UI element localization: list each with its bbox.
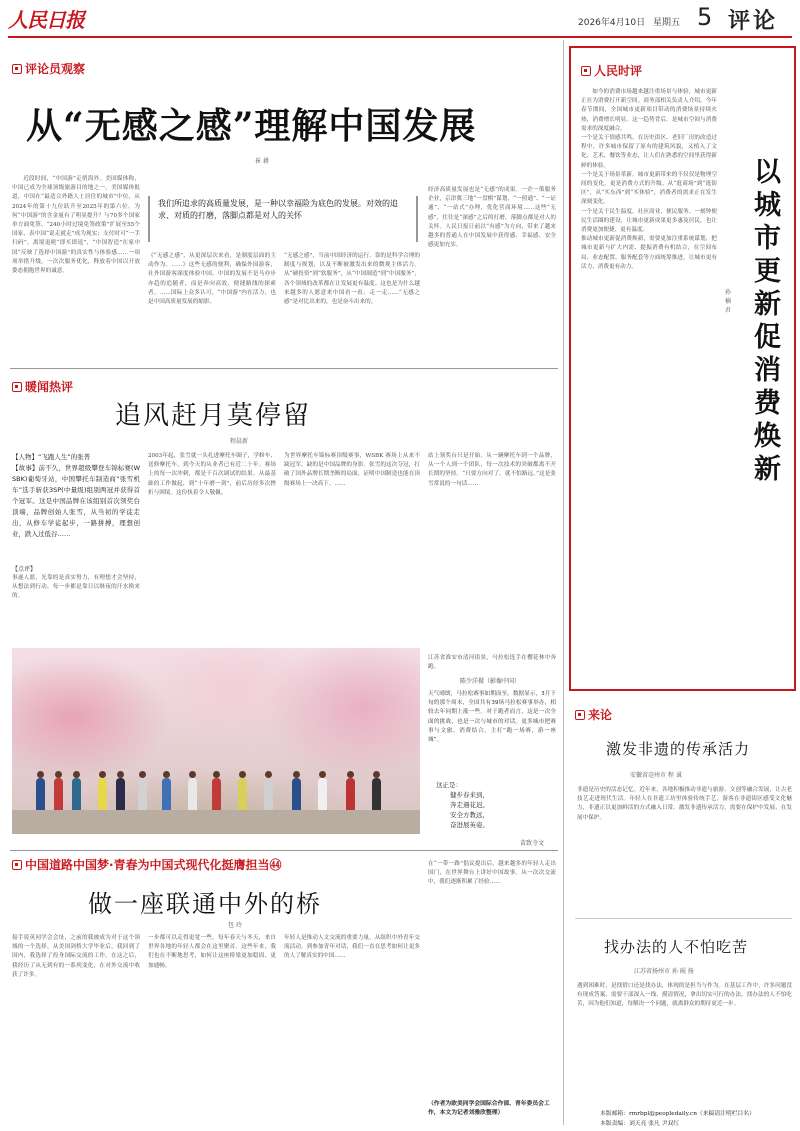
runner-figure [212,778,221,812]
poem-line: 奔走遇花迟。 [450,801,489,809]
runner-figure [292,778,301,812]
runner-figure [238,778,247,812]
section-mark-icon [12,860,22,870]
issue-weekday: 星期五 [653,18,681,28]
observer-headline: 从“无感之感”理解中国发展 [26,105,477,147]
road-headline: 做一座联通中外的桥 [88,890,322,918]
poem-line: 健步春来到， [450,791,489,799]
observer-author: 崔 耕 [255,158,269,165]
people-headline [754,156,790,486]
road-footnote: （作者为欧美同学会国际合作部、青年委员会工作，本文为记者刘雅欣整理） [428,1101,550,1116]
section-tag-people: 人民时评 [581,62,642,79]
laibei-body-2: 遇到困难时，是找借口还是找办法，体现的是担当与作为。在基层工作中，许多问题没有现成答案，需要干部深入一线、摸清情况，拿出切实可行的办法。找办法的人不怕吃苦，因为他们知道，每解决一个问题，就离群众的期待更近一步。 [577,983,792,1008]
section-tag-road: 中国道路中国梦·青春为中国式现代化挺膺担当㊹ [12,856,282,873]
hot-column-2: 2003年起，张雪就一头扎进摩托车圈子，学修车、送修摩托车，到今天的从业者已有近二十年。赛场上的每一次冲刺，都是千百次调试的结果。从最基础的工作做起，到“十年磨一剑”，前后历经多次挫折与困境。这份执着令人敬佩。 [148,453,276,496]
section-tag-hot: 暖闻热评 [12,378,73,395]
closing-poem [436,780,556,830]
section-tag-laibei: 来论 [575,706,612,723]
divider-hot [10,850,558,851]
runner-figure [372,778,381,812]
laibei-body-1: 非遗是历史的活态记忆。近年来，各地积极推动非遗与旅游、文创等融合发展，让古老技艺走进现代生活。年轻人在非遗工坊里体验传统手艺，游客在非遗街区感受文化魅力，非遗正以更加鲜活的方式融入日常。激发非遗传承活力，需要在保护中发展、在发展中保护。 [577,787,792,821]
laibei-author-2: 江苏省扬州市 孙 砚 扬 [634,968,694,975]
hot-headline: 追风赶月莫停留 [115,401,312,431]
photo-credit: 陈少洋摄（影像中国） [460,678,521,685]
observer-column-3: “无感之感”，当前中国经济的运行，靠的是科学合理的制度与规划，以及不断被激发出来的微观主体活力。从“硬投资”到“软服务”，从“中国制造”到“中国服务”，各个领域的改革都在让发展更有温度。这也是为什么越来越多的人愿意来中国看一看、走一走……“无感之感”是对比出来的，也是奋斗出来的。 [284,253,420,306]
photo-side-text: 天气晴朗，马拉松赛事如期而至。数据显示，3月下旬的那个周末，全国共有39场马拉松赛事举办，相较去年同期上涨一些。对于跑者而言，这是一次全面的挑战，也是一次与城市的对话。更多城市把赛事与文旅、消费结合，主打“跑一场赛，游一座城”。 [428,691,556,744]
marathon-photo [12,648,420,834]
road-column-2: 一步都可以走得更宽一些。每年春天与冬天，来自世界各地的年轻人都会在这里聚首。这些年来，我们也在不断地思考，如何让这座桥梁更加稳固、更加通畅。 [148,935,276,969]
comment-text: 事遂人愿，光靠的是真实努力，有理想才会坚持，从想法到行动，每一步都是靠日以继夜的汗水换来的。 [12,575,140,600]
page-footer-editors: 本版责编：刘天亮 张凡 尹双红 [600,1121,680,1127]
masthead-rule [8,36,792,38]
poem-line: 安全方教远， [450,811,489,819]
hot-column-4: 站上领奖台只是开始。从一辆摩托车到一个品牌，从一个人到一个团队，每一次技术的突破都离不开长期的坚持。“只要方向对了，就不怕路远。”这是张雪常说的一句话…… [428,453,556,487]
poem-author: 苗致寺文 [520,840,545,847]
comment-lead: 【点评】 [12,566,37,573]
observer-column-4: 经济高质量发展也是“无感”的成果。一企一策服务企业，京津冀三地“一盘棋”谋划，“一照通”、“一证通”、“一站式”办理，优化营商环境……这些“无感”，往往是“深感”之后的打磨，落脚点都是对人的关怀。人民日报日前以“有感”为方向，带来了越来越多的普通人在中国发展中获得感、幸福感、安全感更加充实。 [428,187,556,249]
runner-figure [116,778,125,812]
poem-line: 奋进展英姿。 [450,821,489,829]
section-tag-observer: 评论员观察 [12,60,85,77]
section-mark-icon [575,710,585,720]
brief-lead: 【人物】“飞跑人生”的张普 [12,453,91,461]
runner-figure [162,778,171,812]
runner-figure [36,778,45,812]
people-headline-text: 以城市更新促消费焕新 [754,157,781,485]
people-author [725,288,735,315]
laibei-author-1: 安徽省亳州市 程 诚 [630,772,682,779]
road-column-1: 接手说英同学会会址，之前的我被成为对于这个领域的一个选择，从美国剑桥大学毕业后，我回到了国内，我选择了投身国际交流的工作。在这之后，我经历了从无到有的一系列变化，在对外交流中收获了许多。 [12,935,140,978]
page-number: 5 [697,3,713,31]
observer-column-1: 近段时间，“中国游”走俏海外。美国媒体称，中国已成为全球顶级旅游目的地之一。美国媒体报道，中国在“最适合外籍人士居住的城市”中位，从 2024年的第十九位跃升至2025年的第六位。为何“中国游”的含金量有了明显提升？与70多个国家单方面免签、“240小时过境免签政策”扩展至55个国家，表中国“说走就走”成为现实；支付时可“一手扫码”，离境退税“即买即退”，“中国智造”在家中国“反映了选择中国游”的真实性与体验感……一项项举措升级，一次次服务优化，释放着中国以开放姿态拥抱世界的诚意。 [12,176,140,275]
people-body: 如今的消费市场越来越注重场景与体验，城市更新正在为消费打开新空间。商务部相关负责人介绍，今年春节期间，全国城市更新项目带动的消费场景持续火热，消费增长明显。这一趋势背后，是城市空间与消费需求的深度融合。 一个是关于情感共鸣。在历史街区、老旧厂房的改造过程中，许多城市保留了原有的建筑风貌，又植入了文化、艺术、餐饮等业态，让人们在熟悉的空间里获得新鲜的体验。 一个是关于场景革新。城市更新带来的不仅仅是物理空间的变化，更是消费方式的升级。从“逛商场”到“逛街区”，从“买东西”到“买体验”，消费者的需求正在发生深刻变化。 一个是关于民生温度。社区商业、便民服务、一刻钟便民生活圈的建设，让城市更新成果更多惠及居民，也让消费更加便捷、更有温度。 推动城市更新促消费焕新，需要更加注重系统谋划，把城市更新与扩大内需、提振消费有机结合，在空间布局、业态配置、服务配套等方面统筹推进，让城市更有活力、消费更有动力。 [581,89,717,270]
section-mark-icon [12,382,22,392]
runner-figure [264,778,273,812]
runner-figure [72,778,81,812]
page-footer-email: 本版邮箱：rmrbpl@peopledaily.cn（来稿请注明栏目名） [600,1111,755,1117]
runner-figure [346,778,355,812]
laibei-headline-2: 找办法的人不怕吃苦 [604,938,749,956]
divider-observer [10,368,558,369]
newspaper-logo: 人民日报 [8,8,84,32]
people-commentary-box [569,46,796,691]
divider-laibei [575,918,792,919]
masthead [0,0,800,38]
hot-brief-box [12,452,140,630]
road-column-3: 年轻人是推动人文交流的重要力量。从组织中外青年交流活动，到参加青年对话，我们一直在思考如何让更多的人了解真实的中国…… [284,935,420,960]
road-author: 包 玲 [228,922,242,929]
laibei-headline-1: 激发非遗的传承活力 [606,740,751,758]
runner-figure [98,778,107,812]
road-column-4: 在“一带一路”倡议提出后，越来越多的年轻人走出国门，在世界舞台上讲好中国故事。从一次次交流中，我们逐渐积累了经验…… [428,861,556,886]
runner-figure [188,778,197,812]
section-name: 评论 [728,8,779,34]
runner-figure [54,778,63,812]
photo-caption: 江苏省淮安市清河街景，马拉松选手在樱花林中奔跑。 [428,655,556,671]
runner-figure [318,778,327,812]
section-mark-icon [581,66,591,76]
runner-figure [138,778,147,812]
people-author-text: 孙 楠 君 [725,289,732,314]
callout-text: 我们所追求的高质量发展，是一种以幸福险为底色的发展。对效的追求、对质的打磨，落脚点都是对人的关怀 [158,199,398,220]
issue-date: 2026年4月10日 [578,18,646,28]
observer-column-2: 《“无感之感”，从更深层次来看，是制度层面的主动作为。……》这些无感的便利，确保外国游客，社外国游客深度体验中国，中国的发展不是马亦步亦趋的追随者，而是奔向高效、便捷路线的探索者。……国际上众多认可，“中国游”内在活力，也是中国高质量发展的缩影。 [148,253,276,306]
brief-text: 【故事】前不久，世界超级攀登车锦标赛(WSBK)葡萄牙站，中国攀托车制造商“张雪机车”选手斩获3SP(中量级)组别两冠并获得首个冠军。这是中国品牌在该组别首次领奖台顶端，品牌创始人张雪，从当初的学徒走出，从修车学徒起步，一路拼搏，理想创业，跌入过低谷…… [12,464,140,538]
observer-callout [148,196,418,242]
section-mark-icon [12,64,22,74]
hot-author: 程晨新 [230,438,249,445]
poem-line: 这正是： [436,781,462,789]
hot-column-3: 为世界摩托车锦标赛顶级赛事，WSBK 赛场上从来不缺冠军，缺的是中国品牌的身影。张雪的这次夺冠，打破了国外品牌长期垄断的局面，证明中国制造也能在顶级赛场上一决高下。…… [284,453,420,487]
road-surface [12,810,420,834]
column-divider [563,40,564,1125]
